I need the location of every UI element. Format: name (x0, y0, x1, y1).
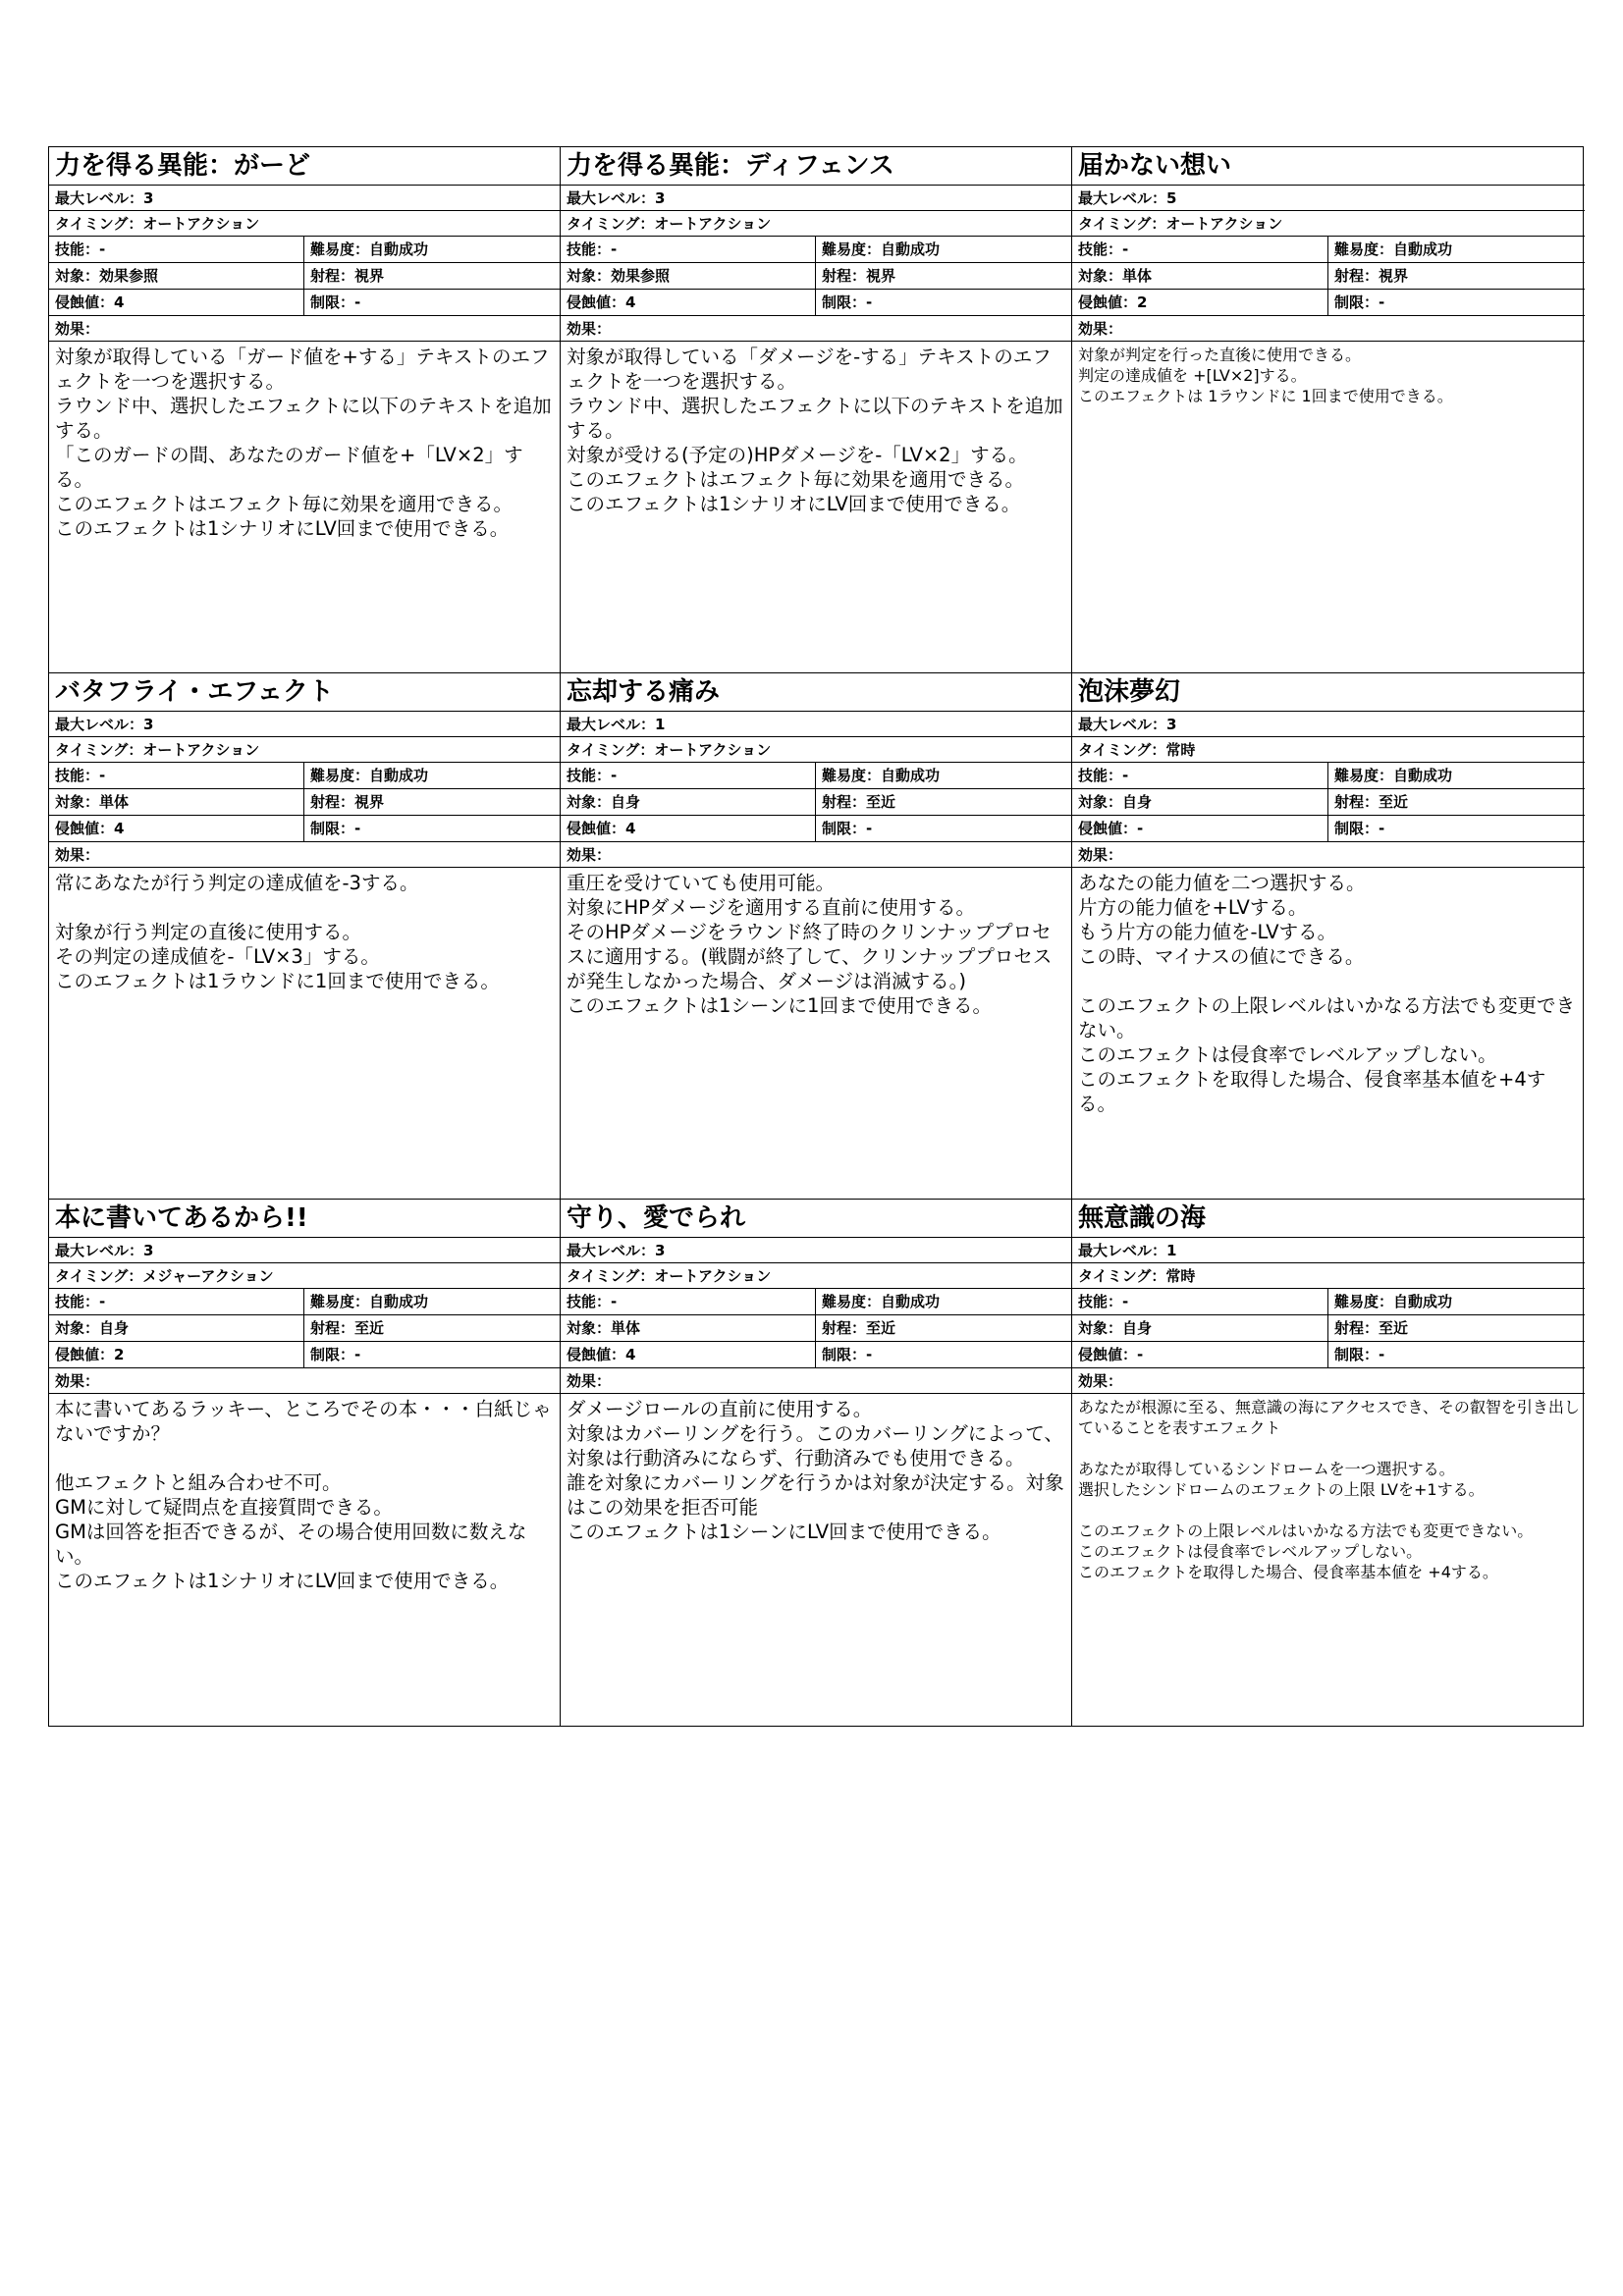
effect-line: そのHPダメージをラウンド終了時のクリンナッププロセスに適用する。(戦闘が終了して、クリンナッププロセスが発生しなかった場合、ダメージは消滅する。) (567, 921, 1053, 992)
erosion-limit-row (561, 290, 1071, 316)
effect-line: 対象が取得している「ガード値を+する」テキストのエフェクトを一つを選択する。 (55, 346, 550, 393)
effect-label: 効果： (49, 316, 560, 342)
skill-difficulty-row (1072, 1289, 1585, 1315)
effect-line: 対象はカバーリングを行う。このカバーリングによって、対象は行動済みにならず、行動済みでも使用できる。 (567, 1422, 1063, 1469)
erosion-limit-row (561, 1342, 1071, 1368)
erosion-limit-row (1072, 816, 1585, 842)
card-title: 本に書いてあるから!! (49, 1200, 560, 1238)
effect-line: 対象が取得している「ダメージを-する」テキストのエフェクトを一つを選択する。 (567, 346, 1052, 393)
effect-card (1072, 147, 1585, 673)
difficulty: 難易度：自動成功 (1334, 240, 1453, 258)
effect-line: 片方の能力値を+LVする。 (1078, 896, 1308, 919)
effect-line: GMに対して疑問点を直接質問できる。 (55, 1496, 393, 1519)
target: 対象：効果参照 (49, 263, 304, 289)
target-range-row (1072, 1315, 1585, 1342)
timing: タイミング：オートアクション (561, 1263, 1071, 1289)
max-level: 最大レベル：3 (49, 186, 560, 211)
target-range-row (561, 1315, 1071, 1342)
effect-line: 対象にHPダメージを適用する直前に使用する。 (567, 896, 976, 919)
target-range-row (49, 789, 560, 816)
effect-line: このエフェクトを取得した場合、侵食率基本値を +4する。 (1078, 1563, 1498, 1581)
effect-line: このエフェクトを取得した場合、侵食率基本値を+4する。 (1078, 1068, 1546, 1115)
timing: タイミング：オートアクション (1072, 211, 1585, 237)
limit: 制限：- (310, 1346, 361, 1363)
target: 対象：自身 (561, 789, 816, 815)
skill-difficulty-row (561, 763, 1071, 789)
effect-card (49, 673, 561, 1200)
target-range-row (561, 789, 1071, 816)
effect-text (49, 868, 560, 1199)
difficulty: 難易度：自動成功 (822, 1293, 941, 1310)
max-level: 最大レベル：1 (561, 712, 1071, 737)
erosion-limit-row (49, 290, 560, 316)
target-range-row (49, 263, 560, 290)
timing: タイミング：オートアクション (49, 211, 560, 237)
skill: 技能：- (49, 237, 304, 262)
effect-card (1072, 1200, 1585, 1726)
target-range-row (49, 1315, 560, 1342)
effect-text (561, 868, 1071, 1199)
target: 対象：単体 (49, 789, 304, 815)
effect-card (49, 1200, 561, 1726)
erosion: 侵蝕値：- (1072, 816, 1328, 841)
effect-label: 効果： (49, 842, 560, 868)
card-title: 守り、愛でられ (561, 1200, 1071, 1238)
difficulty: 難易度：自動成功 (1334, 1293, 1453, 1310)
effect-line: このエフェクトは1シーンに1回まで使用できる。 (567, 994, 992, 1017)
effect-line: あなたが根源に至る、無意識の海にアクセスでき、その叡智を引き出していることを表すエフェクト (1078, 1398, 1580, 1437)
card-title: 届かない想い (1072, 147, 1585, 186)
range: 射程：至近 (822, 793, 896, 811)
effect-card (561, 147, 1072, 673)
timing: タイミング：オートアクション (561, 737, 1071, 763)
max-level: 最大レベル：3 (561, 1238, 1071, 1263)
range: 射程：至近 (1334, 793, 1409, 811)
effect-line (1078, 1500, 1580, 1521)
effect-line: あなたが取得しているシンドロームを一つ選択する。 (1078, 1460, 1455, 1478)
erosion: 侵蝕値：4 (561, 1342, 816, 1367)
effect-line: このエフェクトはエフェクト毎に効果を適用できる。 (567, 468, 1025, 491)
target: 対象：自身 (49, 1315, 304, 1341)
effect-card (561, 673, 1072, 1200)
skill: 技能：- (49, 1289, 304, 1314)
effect-label: 効果： (561, 316, 1071, 342)
effect-card (49, 147, 561, 673)
erosion: 侵蝕値：4 (561, 816, 816, 841)
difficulty: 難易度：自動成功 (822, 240, 941, 258)
erosion: 侵蝕値：4 (49, 290, 304, 315)
max-level: 最大レベル：1 (1072, 1238, 1585, 1263)
effect-line: 選択したシンドロームのエフェクトの上限 LVを+1する。 (1078, 1480, 1485, 1499)
difficulty: 難易度：自動成功 (310, 240, 429, 258)
effect-line: このエフェクトの上限レベルはいかなる方法でも変更できない。 (1078, 1522, 1534, 1540)
effect-line: 対象が受ける(予定の)HPダメージを-「LV×2」する。 (567, 444, 1028, 466)
range: 射程：視界 (822, 267, 896, 285)
effect-line: あなたの能力値を二つ選択する。 (1078, 872, 1366, 894)
range: 射程：至近 (310, 1319, 385, 1337)
effect-line: 重圧を受けていても使用可能。 (567, 872, 836, 894)
timing: タイミング：常時 (1072, 1263, 1585, 1289)
erosion: 侵蝕値：4 (49, 816, 304, 841)
effect-line: 対象が判定を行った直後に使用できる。 (1078, 346, 1362, 364)
limit: 制限：- (1334, 820, 1385, 837)
effect-label: 効果： (561, 842, 1071, 868)
effect-line: 判定の達成値を +[LV×2]する。 (1078, 366, 1307, 385)
card-title: 泡沫夢幻 (1072, 673, 1585, 712)
target-range-row (1072, 789, 1585, 816)
max-level: 最大レベル：3 (1072, 712, 1585, 737)
erosion-limit-row (1072, 1342, 1585, 1368)
effect-line: 常にあなたが行う判定の達成値を-3する。 (55, 872, 419, 894)
target: 対象：単体 (561, 1315, 816, 1341)
erosion: 侵蝕値：4 (561, 290, 816, 315)
limit: 制限：- (310, 820, 361, 837)
range: 射程：視界 (310, 267, 385, 285)
effect-line: もう片方の能力値を-LVする。 (1078, 921, 1337, 943)
difficulty: 難易度：自動成功 (1334, 767, 1453, 784)
effect-text (49, 1394, 560, 1726)
card-title: バタフライ・エフェクト (49, 673, 560, 712)
effect-text (561, 1394, 1071, 1726)
limit: 制限：- (1334, 294, 1385, 311)
effect-line (1078, 969, 1580, 993)
effect-line: このエフェクトは1シナリオにLV回まで使用できる。 (55, 517, 510, 540)
skill-difficulty-row (561, 1289, 1071, 1315)
effect-line: ダメージロールの直前に使用する。 (567, 1398, 873, 1420)
erosion-limit-row (49, 816, 560, 842)
effect-text (49, 342, 560, 672)
effect-text (561, 342, 1071, 672)
effect-label: 効果： (1072, 842, 1585, 868)
limit: 制限：- (822, 820, 873, 837)
skill-difficulty-row (49, 1289, 560, 1315)
max-level: 最大レベル：3 (561, 186, 1071, 211)
effect-line: このエフェクトは1シナリオにLV回まで使用できる。 (567, 493, 1021, 515)
skill: 技能：- (561, 1289, 816, 1314)
erosion: 侵蝕値：- (1072, 1342, 1328, 1367)
timing: タイミング：オートアクション (49, 737, 560, 763)
effect-line: ラウンド中、選択したエフェクトに以下のテキストを追加する。 (567, 395, 1063, 442)
effect-line: 対象が行う判定の直後に使用する。 (55, 921, 362, 943)
effect-label: 効果： (1072, 1368, 1585, 1394)
card-title: 忘却する痛み (561, 673, 1071, 712)
effect-line: 本に書いてあるラッキー、ところでその本・・・白紙じゃないですか？ (55, 1398, 552, 1445)
effect-line: 「このガードの間、あなたのガード値を+「LV×2」する。 (55, 444, 523, 491)
skill-difficulty-row (1072, 237, 1585, 263)
range: 射程：視界 (1334, 267, 1409, 285)
effect-line (55, 1446, 555, 1470)
erosion-limit-row (561, 816, 1071, 842)
skill: 技能：- (1072, 237, 1328, 262)
effect-line: このエフェクトは1シーンにLV回まで使用できる。 (567, 1521, 1001, 1543)
effect-line: このエフェクトは侵食率でレベルアップしない。 (1078, 1043, 1497, 1066)
skill: 技能：- (49, 763, 304, 788)
effect-label: 効果： (49, 1368, 560, 1394)
limit: 制限：- (310, 294, 361, 311)
card-title: 力を得る異能：ディフェンス (561, 147, 1071, 186)
effect-line: このエフェクトは1ラウンドに1回まで使用できる。 (55, 970, 500, 992)
max-level: 最大レベル：3 (49, 712, 560, 737)
target: 対象：自身 (1072, 789, 1328, 815)
timing: タイミング：常時 (1072, 737, 1585, 763)
target: 対象：効果参照 (561, 263, 816, 289)
effect-line: このエフェクトの上限レベルはいかなる方法でも変更できない。 (1078, 994, 1576, 1041)
effect-line (55, 895, 555, 920)
limit: 制限：- (822, 1346, 873, 1363)
effect-line: このエフェクトは1シナリオにLV回まで使用できる。 (55, 1570, 510, 1592)
effect-line: GMは回答を拒否できるが、その場合使用回数に数えない。 (55, 1521, 527, 1568)
effect-line: このエフェクトは 1ラウンドに 1回まで使用できる。 (1078, 387, 1453, 405)
skill-difficulty-row (49, 763, 560, 789)
effect-label: 効果： (561, 1368, 1071, 1394)
effect-line: 誰を対象にカバーリングを行うかは対象が決定する。対象はこの効果を拒否可能 (567, 1471, 1064, 1519)
effect-card-sheet (48, 146, 1584, 1727)
range: 射程：視界 (310, 793, 385, 811)
effect-card (1072, 673, 1585, 1200)
max-level: 最大レベル：5 (1072, 186, 1585, 211)
target-range-row (1072, 263, 1585, 290)
timing: タイミング：オートアクション (561, 211, 1071, 237)
skill: 技能：- (1072, 763, 1328, 788)
effect-label: 効果： (1072, 316, 1585, 342)
effect-line: ラウンド中、選択したエフェクトに以下のテキストを追加する。 (55, 395, 552, 442)
timing: タイミング：メジャーアクション (49, 1263, 560, 1289)
max-level: 最大レベル：3 (49, 1238, 560, 1263)
limit: 制限：- (822, 294, 873, 311)
skill: 技能：- (561, 763, 816, 788)
skill-difficulty-row (561, 237, 1071, 263)
target: 対象：自身 (1072, 1315, 1328, 1341)
erosion: 侵蝕値：2 (1072, 290, 1328, 315)
skill-difficulty-row (49, 237, 560, 263)
erosion-limit-row (49, 1342, 560, 1368)
card-title: 無意識の海 (1072, 1200, 1585, 1238)
effect-line: 他エフェクトと組み合わせ不可。 (55, 1471, 342, 1494)
skill: 技能：- (1072, 1289, 1328, 1314)
effect-text (1072, 1394, 1585, 1726)
effect-text (1072, 342, 1585, 672)
erosion: 侵蝕値：2 (49, 1342, 304, 1367)
card-title: 力を得る異能：がーど (49, 147, 560, 186)
difficulty: 難易度：自動成功 (310, 1293, 429, 1310)
difficulty: 難易度：自動成功 (310, 767, 429, 784)
effect-line (1078, 1438, 1580, 1459)
difficulty: 難易度：自動成功 (822, 767, 941, 784)
limit: 制限：- (1334, 1346, 1385, 1363)
skill: 技能：- (561, 237, 816, 262)
target-range-row (561, 263, 1071, 290)
erosion-limit-row (1072, 290, 1585, 316)
effect-text (1072, 868, 1585, 1199)
range: 射程：至近 (1334, 1319, 1409, 1337)
effect-card (561, 1200, 1072, 1726)
effect-line: このエフェクトはエフェクト毎に効果を適用できる。 (55, 493, 514, 515)
skill-difficulty-row (1072, 763, 1585, 789)
effect-line: このエフェクトは侵食率でレベルアップしない。 (1078, 1542, 1423, 1561)
range: 射程：至近 (822, 1319, 896, 1337)
target: 対象：単体 (1072, 263, 1328, 289)
effect-line: その判定の達成値を-「LV×3」する。 (55, 945, 380, 968)
effect-line: この時、マイナスの値にできる。 (1078, 945, 1365, 968)
